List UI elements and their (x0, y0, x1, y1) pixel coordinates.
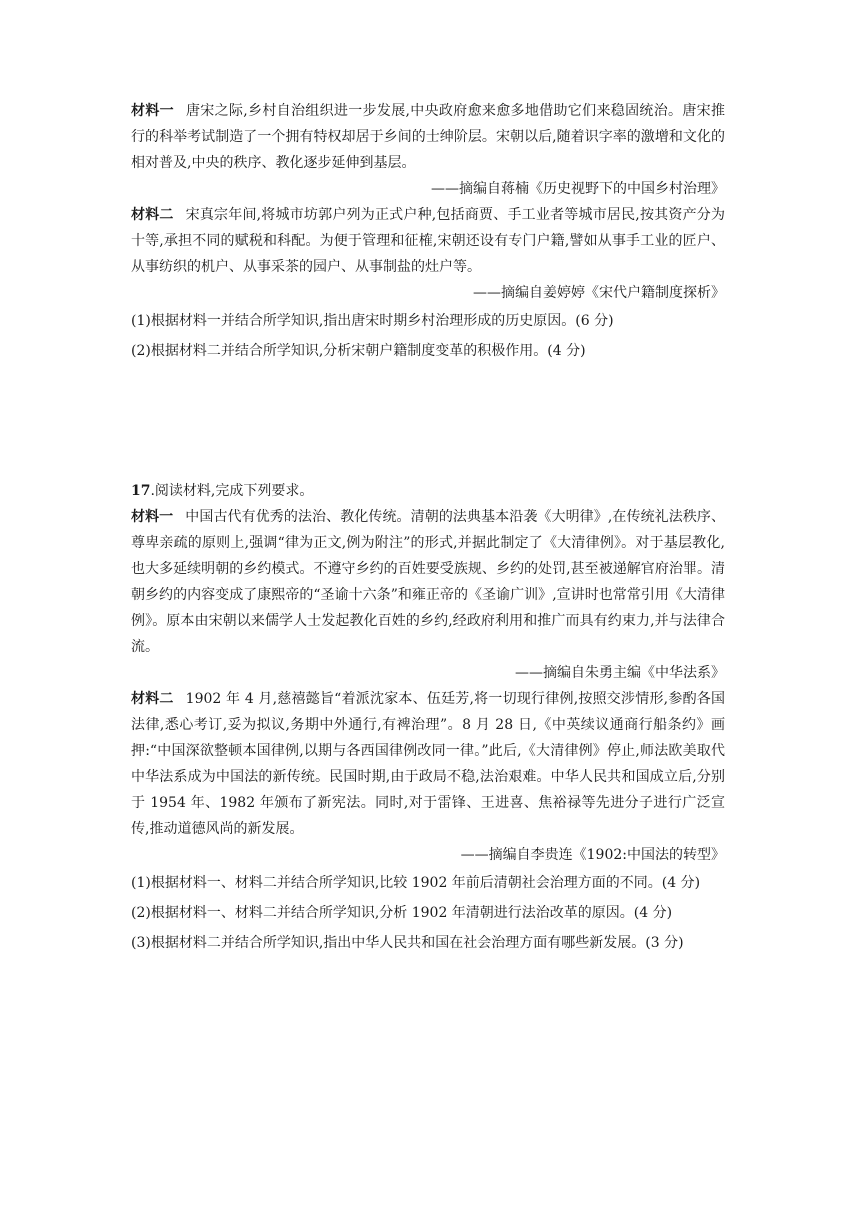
q17-material-2 (131, 686, 725, 842)
material-label: 材料一 (131, 509, 174, 525)
q16-material-2 (131, 202, 725, 280)
material-text: 唐宋之际,乡村自治组织进一步发展,中央政府愈来愈多地借助它们来稳固统治。唐宋推行的科举考试制造了一个拥有特权却居于乡间的士绅阶层。宋朝以后,随着识字率的激增和文化的相对普及,中央的秩序、教化逐步延伸到基层。 (131, 103, 726, 171)
q16-question-2: (2)根据材料二并结合所学知识,分析宋朝户籍制度变革的积极作用。(4 分) (131, 343, 586, 359)
material-text: 1902 年 4 月,慈禧懿旨“着派沈家本、伍廷芳,将一切现行律例,按照交涉情形,参酌各国法律,悉心考订,妥为拟议,务期中外通行,有裨治理”。8 月 28 日,《中英续议通商行船条约》画押:“中国深欲整顿本国律例,以期与各西国律例改同一律。”此后,《大清律例》停止,师法欧美取代中华法系成为中国法的新传统。民国时期,由于政局不稳,法治艰难。中华人民共和国成立后,分别于 1954 年、1982 年颁布了新宪法。同时,对于雷锋、王进喜、焦裕禄等先进分子进行广泛宣传,推动道德风尚的新发展。 (131, 691, 726, 837)
q16-material-2-source: ——摘编自姜婷婷《宋代户籍制度探析》 (473, 285, 725, 301)
material-label: 材料一 (131, 103, 174, 119)
question-number: 17 (131, 483, 151, 499)
material-label: 材料二 (131, 207, 174, 223)
q17-material-2-source: ——摘编自李贵连《1902:中国法的转型》 (460, 847, 725, 863)
answer-space (131, 366, 725, 478)
exam-page (131, 98, 725, 958)
material-text: 宋真宗年间,将城市坊郭户列为正式户种,包括商贾、手工业者等城市居民,按其资产分为十等,承担不同的赋税和科配。为便于管理和征榷,宋朝还设有专门户籍,譬如从事手工业的匠户、从事纺织的机户、从事采茶的园户、从事制盐的灶户等。 (131, 207, 725, 275)
q17-material-1-source: ——摘编自朱勇主编《中华法系》 (515, 665, 725, 681)
q16-material-1 (131, 98, 725, 176)
q17-question-1: (1)根据材料一、材料二并结合所学知识,比较 1902 年前后清朝社会治理方面的不同。(4 分) (131, 875, 701, 891)
q16-material-1-source: ——摘编自蒋楠《历史视野下的中国乡村治理》 (431, 181, 725, 197)
q17-question-2: (2)根据材料一、材料二并结合所学知识,分析 1902 年清朝进行法治改革的原因。(4 分) (131, 905, 673, 921)
q17-material-1 (131, 504, 725, 660)
q17-header (131, 478, 725, 504)
q16-question-1: (1)根据材料一并结合所学知识,指出唐宋时期乡村治理形成的历史原因。(6 分) (131, 313, 614, 329)
material-text: 中国古代有优秀的法治、教化传统。清朝的法典基本沿袭《大明律》,在传统礼法秩序、尊卑亲疏的原则上,强调“律为正文,例为附注”的形式,并据此制定了《大清律例》。对于基层教化,也大多延续明朝的乡约模式。不遵守乡约的百姓要受族规、乡约的处罚,甚至被递解官府治罪。清朝乡约的内容变成了康熙帝的“圣谕十六条”和雍正帝的《圣谕广训》,宣讲时也常常引用《大清律例》。原本由宋朝以来儒学人士发起教化百姓的乡约,经政府利用和推广而具有约束力,并与法律合流。 (131, 509, 726, 655)
question-intro: .阅读材料,完成下列要求。 (150, 483, 314, 499)
q17-question-3: (3)根据材料二并结合所学知识,指出中华人民共和国在社会治理方面有哪些新发展。(3 分) (131, 935, 684, 951)
material-label: 材料二 (131, 691, 174, 707)
